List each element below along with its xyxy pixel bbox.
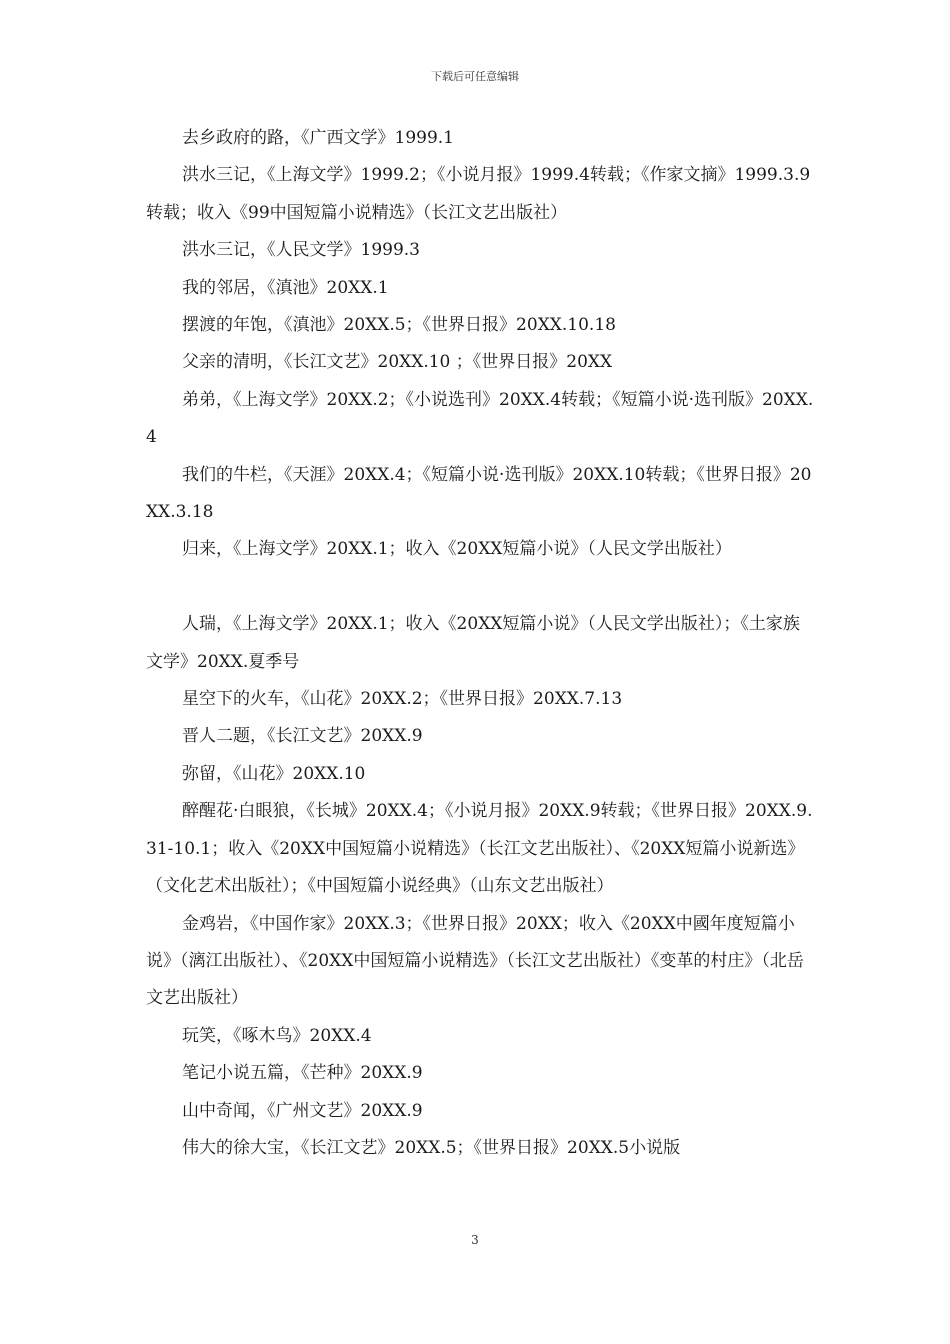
bibliography-entry: 星空下的火车，《山花》20XX.2；《世界日报》20XX.7.13 <box>182 689 623 710</box>
document-body <box>146 120 816 1167</box>
bibliography-entry: 玩笑，《啄木鸟》20XX.4 <box>182 1025 372 1046</box>
bibliography-entry: 父亲的清明，《长江文艺》20XX.10 ；《世界日报》20XX <box>182 352 613 373</box>
bibliography-entry: 去乡政府的路，《广西文学》1999.1 <box>182 128 454 148</box>
page-number: 3 <box>471 1233 479 1247</box>
bibliography-entry: 笔记小说五篇，《芒种》20XX.9 <box>182 1063 423 1084</box>
bibliography-entry: 洪水三记，《上海文学》1999.2；《小说月报》1999.4转载；《作家文摘》1999.3.9转载；收入《99中国短篇小说精选》（长江文艺出版社） <box>146 165 811 223</box>
bibliography-entry: 晋人二题，《长江文艺》20XX.9 <box>182 726 423 747</box>
bibliography-entry: 归来，《上海文学》20XX.1；收入《20XX短篇小说》（人民文学出版社） <box>182 539 732 560</box>
page-header: 下载后可任意编辑 <box>431 70 519 83</box>
bibliography-entry: 金鸡岩，《中国作家》20XX.3；《世界日报》20XX；收入《20XX中國年度短篇小说》（漓江出版社）、《20XX中国短篇小说精选》（长江文艺出版社）《变革的村庄》（北岳文艺出版社） <box>146 913 804 1009</box>
bibliography-entry: 弥留，《山花》20XX.10 <box>182 763 366 784</box>
bibliography-entry: 伟大的徐大宝，《长江文艺》20XX.5；《世界日报》20XX.5小说版 <box>182 1137 681 1158</box>
bibliography-entry: 山中奇闻，《广州文艺》20XX.9 <box>182 1100 423 1121</box>
bibliography-entry: 我们的牛栏，《天涯》20XX.4；《短篇小说·选刊版》20XX.10转载；《世界日报》20XX.3.18 <box>146 464 812 523</box>
bibliography-entry: 摆渡的年饱，《滇池》20XX.5；《世界日报》20XX.10.18 <box>182 315 616 336</box>
bibliography-entry: 醉醒花·白眼狼，《长城》20XX.4；《小说月报》20XX.9转载；《世界日报》20XX.9.31-10.1；收入《20XX中国短篇小说精选》（长江文艺出版社）、《20XX短篇小说新选》（文化艺术出版社）；《中国短篇小说经典》（山东文艺出版社） <box>146 801 813 897</box>
blank-line <box>146 569 816 606</box>
bibliography-entry: 人瑞，《上海文学》20XX.1；收入《20XX短篇小说》（人民文学出版社）；《土家族文学》20XX.夏季号 <box>146 614 800 672</box>
bibliography-entry: 洪水三记，《人民文学》1999.3 <box>182 240 420 261</box>
bibliography-entry: 弟弟，《上海文学》20XX.2；《小说选刊》20XX.4转载；《短篇小说·选刊版》20XX.4 <box>146 389 814 448</box>
bibliography-entry: 我的邻居，《滇池》20XX.1 <box>182 277 389 298</box>
